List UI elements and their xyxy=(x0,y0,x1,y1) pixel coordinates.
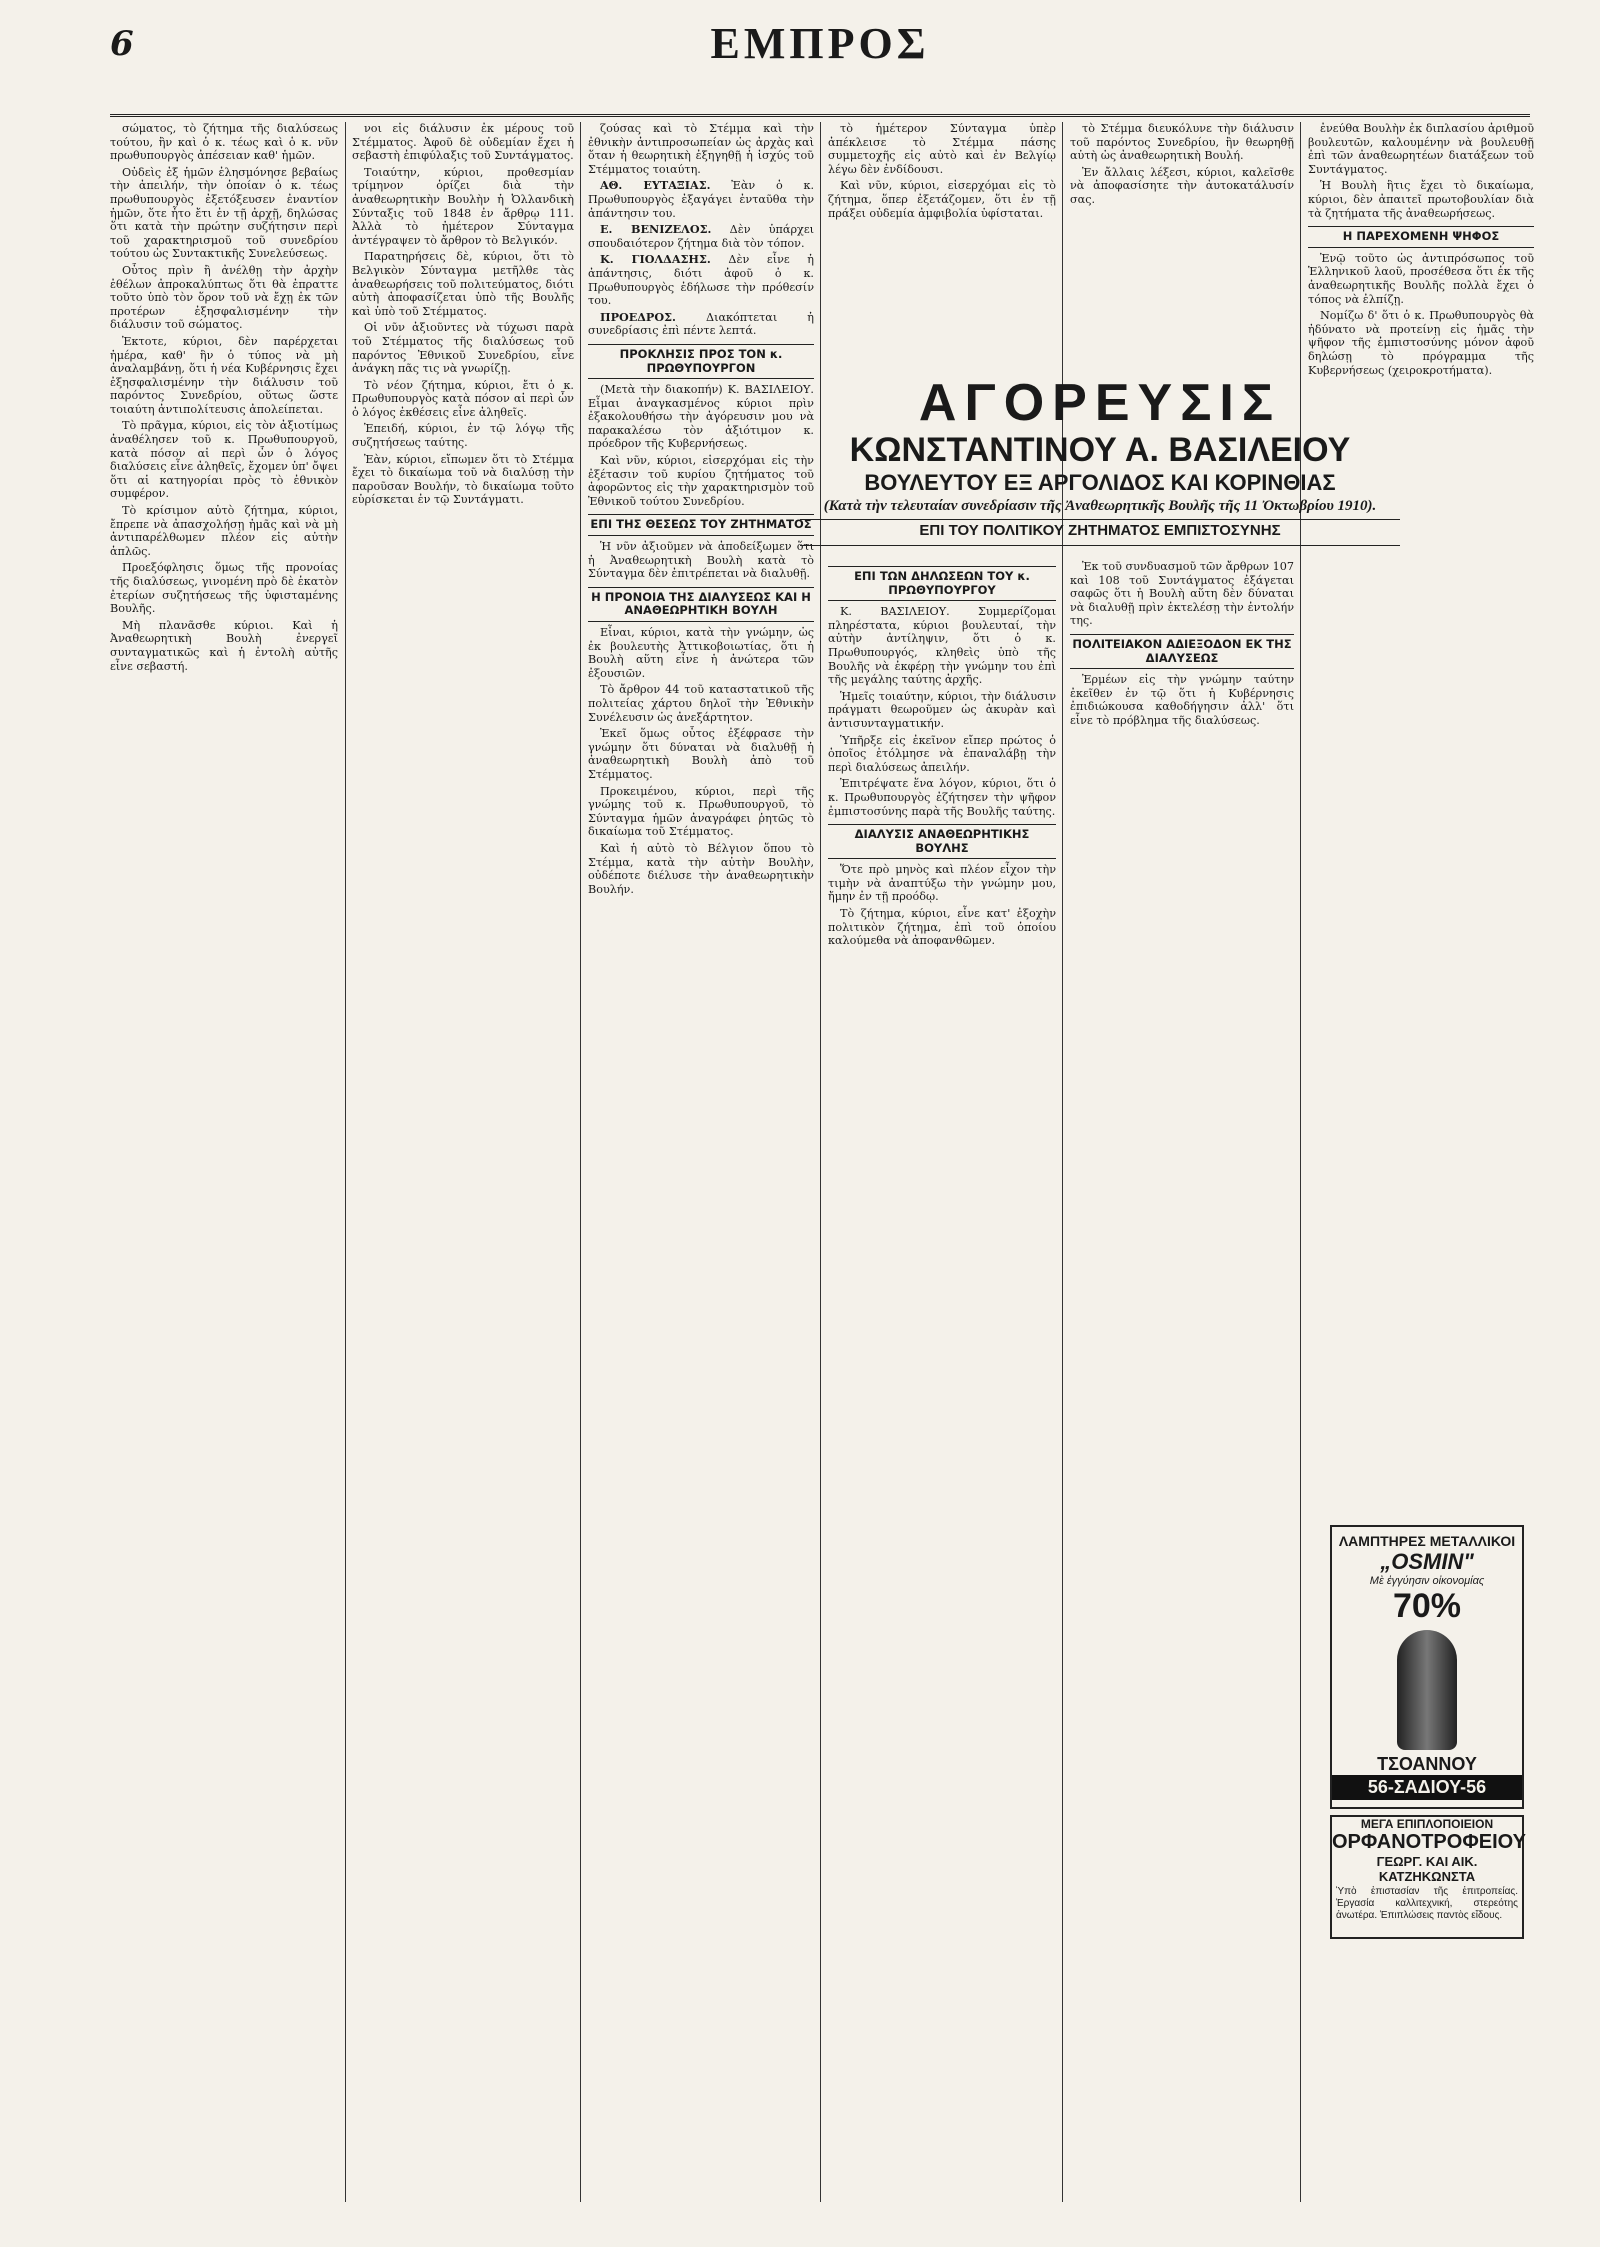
ad-text: Ὑπὸ ἐπιστασίαν τῆς ἐπιτροπείας. Ἐργασία καλλιτεχνική, στερεότης ἀνωτέρα. Ἐπιπλώσεις παντὸς εἴδους. xyxy=(1336,1886,1518,1921)
paragraph: Ἡμεῖς τοιαύτην, κύριοι, τὴν διάλυσιν πράγματι θεωροῦμεν ὡς ἀκυρὰν καὶ ἀντισυνταγματικήν. xyxy=(828,689,1056,730)
paragraph: Δὲν ὑπάρχει σπουδαιότερον ζήτημα διὰ τὸν τόπον. xyxy=(588,223,814,250)
paragraph: Καὶ νῦν, κύριοι, εἰσερχόμαι εἰς τὸ ζήτημα, ὅπερ ἐξετάζομεν, ὅτι ἐν τῇ πράξει οὐδεμία ἀμφιβολία ὑφίσταται. xyxy=(828,179,1056,220)
ad-brand: ΛΑΜΠΤΗΡΕΣ ΜΕΤΑΛΛΙΚΟΙ xyxy=(1338,1533,1516,1549)
paragraph: Ἐνῷ τοῦτο ὡς ἀντιπρόσωπος τοῦ Ἑλληνικοῦ λαοῦ, προσέθεσα ὅτι ἐκ τῆς ἀναθεωρητικῆς Βουλῆς πολλὰ ἔχει ὁ τόπος νὰ ἐλπίζῃ. xyxy=(1308,251,1534,306)
speaker-name: ΠΡΟΕΔΡΟΣ. xyxy=(600,309,676,324)
paragraph: Τοιαύτην, κύριοι, προθεσμίαν τρίμηνον ὁρίζει διὰ τὴν ἀναθεωρητικὴν Βουλὴν ἡ Ὀλλανδικὴ Σύνταξις τοῦ 1848 ἐν ἄρθρῳ 111. Ἀλλὰ τὸ ἡμέτερον Σύνταγμα ἀντέγραψεν τὸ ἄρθρον τὸ Βελγικόν. xyxy=(352,165,574,247)
paragraph: Οἱ νῦν ἀξιοῦντες νὰ τύχωσι παρὰ τοῦ Στέμματος τῆς διαλύσεως τοῦ παρόντος Ἐθνικοῦ Συνεδρίου, εἶνε ἀνάγκη πᾶς τις νὰ γνωρίζῃ. xyxy=(352,321,574,376)
paragraph: Τὸ ἄρθρον 44 τοῦ καταστατικοῦ τῆς πολιτείας χάρτου δηλοῖ τὴν Ἐθνικὴν Συνέλευσιν ὡς ἀνεξάρτητον. xyxy=(588,683,814,724)
paragraph: Τὸ ζήτημα, κύριοι, εἶνε κατ' ἐξοχὴν πολιτικὸν ζήτημα, ἐπὶ τοῦ ὁποίου καλούμεθα νὰ ἀποφανθῶμεν. xyxy=(828,907,1056,948)
paragraph: Εἶναι, κύριοι, κατὰ τὴν γνώμην, ὡς ἐκ βουλευτὴς Ἀττικοβοιωτίας, ὅτι ἡ Βουλὴ αὕτη εἶνε ἡ ἀνώτερα τῶν ἐξουσιῶν. xyxy=(588,626,814,680)
paragraph: Καὶ ἡ αὐτὸ τὸ Βέλγιον ὅπου τὸ Στέμμα, κατὰ τὴν αὐτὴν Βουλὴν, οὐδέποτε διέλυσε τὴν ἀναθεωρητικὴν Βουλήν. xyxy=(588,841,814,896)
paragraph: Νομίζω δ' ὅτι ὁ κ. Πρωθυπουργὸς θὰ ἠδύνατο νὰ προτείνῃ εἰς ἡμᾶς τὴν ψῆφον τῆς ἐμπιστοσύνης μόνον ἀφοῦ δηλώσῃ τὸ πρόγραμμα τῆς Κυβερνήσεως (χειροκροτήματα). xyxy=(1308,309,1534,377)
paragraph: Δὲν εἶνε ἡ ἀπάντησις, διότι ἀφοῦ ὁ κ. Πρωθυπουργὸς ἐδήλωσε τὴν πρόθεσίν του. xyxy=(588,253,814,308)
paragraph: Ἐπειδή, κύριοι, ἐν τῷ λόγῳ τῆς συζητήσεως ταύτης. xyxy=(352,422,574,450)
paragraph: νοι εἰς διάλυσιν ἐκ μέρους τοῦ Στέμματος. Ἀφοῦ δὲ οὐδεμίαν ἔχει ἡ σεβαστὴ ἐπιφύλαξις τοῦ Συντάγματος. xyxy=(352,122,574,163)
ad-price: 70% xyxy=(1392,1587,1462,1625)
paragraph: Διακόπτεται ἡ συνεδρίασις ἐπὶ πέντε λεπτά. xyxy=(588,310,814,338)
paragraph: Τὸ κρίσιμον αὐτὸ ζήτημα, κύριοι, ἔπρεπε νὰ ἀπασχολήσῃ ἡμᾶς καὶ νὰ μὴ ἀντιπαρέλθωμεν πλέον εἰς αὐτὴν ἁπλῶς. xyxy=(110,504,338,558)
paragraph: Ἡ Βουλὴ ἣτις ἔχει τὸ δικαίωμα, κύριοι, δὲν ἀπαιτεῖ πρωτοβουλίαν διὰ τὰ ζητήματα τῆς ἀναθεωρήσεως. xyxy=(1308,179,1534,220)
paragraph: Προκειμένου, κύριοι, περὶ τῆς γνώμης τοῦ κ. Πρωθυπουργοῦ, τὸ Σύνταγμα ἡμῶν ἀναγράφει ῥητῶς τὸ δικαίωμα τοῦ Στέμματος. xyxy=(588,784,814,839)
ad-product-name: „OSMIN" xyxy=(1380,1549,1474,1574)
banner-title: ΑΓΟΡΕΥΣΙΣ xyxy=(918,374,1282,432)
article-column-4-top xyxy=(828,122,1056,372)
paragraph: Ἐκεῖ ὅμως οὗτος ἐξέφρασε τὴν γνώμην ὅτι δύναται νὰ διαλυθῇ ἡ ἀναθεωρητικὴ Βουλὴ ἀπὸ τοῦ Στέμματος. xyxy=(588,727,814,781)
paragraph: Ἐὰν, κύριοι, εἴπωμεν ὅτι τὸ Στέμμα ἔχει τὸ δικαίωμα τοῦ νὰ διαλύσῃ τὴν παροῦσαν Βουλήν, τὸ δικαίωμα τοῦτο εὑρίσκεται ἐν τῷ Συντάγματι. xyxy=(352,452,574,507)
paragraph: τὸ Στέμμα διευκόλυνε τὴν διάλυσιν τοῦ παρόντος Συνεδρίου, ἢν θεωρηθῇ αὐτὴ ὡς ἀναθεωρητικὴ Βουλή. xyxy=(1070,122,1294,163)
article-column-1 xyxy=(110,122,338,2202)
paragraph: Καὶ νῦν, κύριοι, εἰσερχόμαι εἰς τὴν ἐξέτασιν τοῦ κυρίου ζητήματος τοῦ ἀφορῶντος εἰς τὴν χαρακτηρισμὸν τοῦ Ἐθνικοῦ τούτου Συνεδρίου. xyxy=(588,454,814,508)
furniture-advertisement xyxy=(1330,1815,1524,1939)
ad-line: ΜΕΓΑ ΕΠΙΠΛΟΠΟΙΕΙΟΝ xyxy=(1360,1817,1494,1831)
banner-role: ΒΟΥΛΕΥΤΟΥ ΕΞ ΑΡΓΟΛΙΔΟΣ ΚΑΙ ΚΟΡΙΝΘΙΑΣ xyxy=(864,470,1336,495)
paragraph: Ὅτε πρὸ μηνὸς καὶ πλέον εἶχον τὴν τιμὴν νὰ ἀναπτύξω τὴν γνώμην μου, ἤμην ἐν τῇ προόδῳ. xyxy=(828,863,1056,904)
paragraph: Ἐὰν ὁ κ. Πρωθυπουργὸς ἐξαγάγει ἐνταῦθα τὴν ἀπάντησιν του. xyxy=(588,179,814,220)
article-column-2 xyxy=(352,122,574,2202)
paragraph: Κ. ΒΑΣΙΛΕΙΟΥ. Συμμερίζομαι πληρέστατα, κύριοι βουλευταί, τὴν αὐτὴν ἀντίληψιν, ὅτι ὁ κ. Πρωθυπουργός, κληθεὶς ὑπὸ τῆς Βουλῆς νὰ ἐκφέρῃ τὴν γνώμην του ἐπὶ τῆς μεγάλης ταύτης ἀρχῆς. xyxy=(828,605,1056,687)
banner-name: ΚΩΝΣΤΑΝΤΙΝΟΥ Α. ΒΑΣΙΛΕΙΟΥ xyxy=(849,431,1351,469)
newspaper-title: ΕΜΠΡΟΣ xyxy=(710,19,930,68)
article-column-6 xyxy=(1308,122,1534,1512)
lamp-icon xyxy=(1397,1630,1457,1750)
column-rule xyxy=(345,122,346,2202)
paragraph: Προεξόφλησις ὅμως τῆς προνοίας τῆς διαλύσεως, γινομένη πρὸ δὲ ἑκατὸν ἐτερίων συζητήσεως τῆς ὑφισταμένης Βουλῆς. xyxy=(110,561,338,616)
section-heading: ΠΡΟΚΛΗΣΙΣ ΠΡΟΣ ΤΟΝ κ. ΠΡΩΘΥΠΟΥΡΓΟΝ xyxy=(588,344,814,379)
section-heading: ΕΠΙ ΤΗΣ ΘΕΣΕΩΣ ΤΟΥ ΖΗΤΗΜΑΤΟΣ xyxy=(588,514,814,536)
paragraph: Ἐκ τοῦ συνδυασμοῦ τῶν ἄρθρων 107 καὶ 108 τοῦ Συντάγματος ἐξάγεται σαφῶς ὅτι ἡ Βουλὴ αὕτη δὲν δύναται νὰ διαλυθῇ πρὶν ἐκτελέσῃ τὴν ἐντολήν της. xyxy=(1070,560,1294,628)
speaker-name: Ε. ΒΕΝΙΖΕΛΟΣ. xyxy=(600,222,712,237)
paragraph: Ἡ νῦν ἀξιοῦμεν νὰ ἀποδείξωμεν ὅτι ἡ Ἀναθεωρητικὴ Βουλὴ κατὰ τὸ Σύνταγμα δὲν ἐπιτρέπεται νὰ διαλυθῇ. xyxy=(588,540,814,581)
article-column-3 xyxy=(588,122,814,2202)
section-heading: ΕΠΙ ΤΩΝ ΔΗΛΩΣΕΩΝ ΤΟΥ κ. ΠΡΩΘΥΠΟΥΡΓΟΥ xyxy=(828,566,1056,601)
masthead xyxy=(110,18,1530,117)
ad-address: 56-ΣΑΔΙΟΥ-56 xyxy=(1332,1775,1522,1800)
column-rule xyxy=(580,122,581,2202)
banner-session: (Κατὰ τὴν τελευταίαν συνεδρίασιν τῆς Ἀναθεωρητικῆς Βουλῆς τῆς 11 Ὀκτωβρίου 1910). xyxy=(823,498,1377,514)
paragraph: Ἐπιτρέψατε ἕνα λόγον, κύριοι, ὅτι ὁ κ. Πρωθυπουργὸς ἐζήτησεν τὴν ψῆφον ἐμπιστοσύνης παρὰ τῆς Βουλῆς ταύτης. xyxy=(828,777,1056,818)
paragraph: Μὴ πλανᾶσθε κύριοι. Καὶ ἡ Ἀναθεωρητικὴ Βουλὴ ἐνεργεῖ συνταγματικῶς καὶ ἡ ἐντολὴ αὐτῆς εἶνε σεβαστή. xyxy=(110,618,338,673)
lamp-advertisement xyxy=(1330,1525,1524,1809)
ad-note: Μὲ ἐγγύησιν οἰκονομίας xyxy=(1369,1575,1485,1587)
section-heading: ΔΙΑΛΥΣΙΣ ΑΝΑΘΕΩΡΗΤΙΚΗΣ ΒΟΥΛΗΣ xyxy=(828,824,1056,859)
paragraph: Ἐρμέων εἰς τὴν γνώμην ταύτην ἐκεῖθεν ἐν τῷ ὅτι ἡ Κυβέρνησις ἐπιδιώκουσα καθοδήγησιν ἀλλ' ὅτι εἶνε τὸ πρόβλημα τῆς διαλύσεως. xyxy=(1070,673,1294,727)
section-heading: ΠΟΛΙΤΕΙΑΚΟΝ ΑΔΙΕΞΟΔΟΝ ΕΚ ΤΗΣ ΔΙΑΛΥΣΕΩΣ xyxy=(1070,634,1294,669)
paragraph: σώματος, τὸ ζήτημα τῆς διαλύσεως τούτου, ἢν καὶ ὁ κ. τέως καὶ ὁ κ. νῦν πρωθυπουργὸς ἀπέσειαν καθ' ἡμῶν. xyxy=(110,122,338,163)
paragraph: Ἐν ἄλλαις λέξεσι, κύριοι, καλεῖσθε νὰ ἀποφασίσητε τὴν ἀυτοκατάλυσίν σας. xyxy=(1070,165,1294,206)
speaker-name: ΑΘ. ΕΥΤΑΞΙΑΣ. xyxy=(600,178,711,193)
article-column-4-lower xyxy=(828,560,1056,2200)
article-column-5-top xyxy=(1070,122,1294,372)
paragraph: Οὐδεὶς ἐξ ἡμῶν ἐλησμόνησε βεβαίως τὴν ἀπειλήν, τὴν ὁποίαν ὁ κ. τέως πρωθυπουργὸς ἐξετόξευσεν ἐναντίον ἡμῶν, ὅτε ἦτο ἔτι ἐν τῇ ἀρχῇ, δηλώσας ὅτι κατὰ τὴν πρώτην συζήτησιν περὶ τοῦ χαρακτηρισμοῦ τοῦ συνεδρίου τούτου ὡς Συντακτικῆς Συνελεύσεως. xyxy=(110,165,338,261)
section-heading: Η ΠΑΡΕΧΟΜΕΝΗ ΨΗΦΟΣ xyxy=(1308,226,1534,248)
banner-subject: ΕΠΙ ΤΟΥ ΠΟΛΙΤΙΚΟΥ ΖΗΤΗΜΑΤΟΣ ΕΜΠΙΣΤΟΣΥΝΗΣ xyxy=(800,519,1400,542)
page-number: 6 xyxy=(110,24,134,64)
paragraph: Παρατηρήσεις δὲ, κύριοι, ὅτι τὸ Βελγικὸν Σύνταγμα μετῆλθε τὰς ἀναθεωρήσεις τοῦ πολιτεύματος, διότι αὐτὴ ἀποφασίζεται ὑπὸ τῆς Βουλῆς καὶ ὑπὸ τοῦ Στέμματος. xyxy=(352,250,574,318)
speaker-name: Κ. ΓΙΟΛΔΑΣΗΣ. xyxy=(600,252,711,267)
paragraph: ἐνεύθα Βουλὴν ἐκ διπλασίου ἀριθμοῦ βουλευτῶν, καλουμένην νὰ βουλευθῇ ἐπὶ τῶν ἀναθεωρητέων διατάξεων τοῦ Συντάγματος. xyxy=(1308,122,1534,176)
paragraph: τὸ ἡμέτερον Σύνταγμα ὑπὲρ ἀπέκλεισε τὸ Στέμμα πάσης συμμετοχῆς εἰς αὐτὸ καὶ ἐν Βελγίῳ λέγω δὲν ἐνδίδουσι. xyxy=(828,122,1056,176)
ad-shop: ΤΣΟΑΝΝΟΥ xyxy=(1377,1754,1477,1774)
paragraph: Τὸ νέον ζήτημα, κύριοι, ἔτι ὁ κ. Πρωθυπουργὸς κατὰ πόσον αἱ περὶ ὧν ὁ λόγος ἐκθέσεις εἶνε ἀληθεῖς. xyxy=(352,378,574,419)
paragraph: Ἐκτοτε, κύριοι, δὲν παρέρχεται ἡμέρα, καθ' ἣν ὁ τύπος νὰ μὴ ἀναλαμβάνῃ, ὅτι ἡ νέα Κυβέρνησις ἔχει ἐξησφαλισμένην τὴν διάλυσιν τοῦ παρόντος Συνεδρίου, οὕτως ὥστε τοιαύτη ἀντιπολίτευσις ἀπολείπεται. xyxy=(110,334,338,416)
ad-line: ΓΕΩΡΓ. ΚΑΙ ΑΙΚ. ΚΑΤΖΗΚΩΝΣΤΑ xyxy=(1376,1854,1478,1884)
article-column-5-lower xyxy=(1070,560,1294,2200)
paragraph: Ὑπῆρξε εἰς ἐκεῖνον εἴπερ πρώτος ὁ ὁποῖος ἐτόλμησε νὰ ἐπαναλάβῃ τὴν περὶ διαλύσεως ἀπειλήν. xyxy=(828,733,1056,774)
paragraph: Τὸ πρᾶγμα, κύριοι, εἰς τὸν ἀξιοτίμως ἀναθέλησεν τοῦ κ. Πρωθυπουργοῦ, κατὰ πόσον αἱ περὶ ὧν ὁ λόγος διαλύσεις εἶνε ἀληθεῖς, ἔχομεν ὑπ' ὄψει ὅτι αἱ κατηγορίαι πρὸς τὸ ἐθνικὸν συμφέρον. xyxy=(110,419,338,501)
ad-line: ΟΡΦΑΝΟΤΡΟΦΕΙΟΥ xyxy=(1332,1831,1526,1853)
paragraph: Οὗτος πρὶν ἢ ἀνέλθῃ τὴν ἀρχὴν ἐθέλων ἀπροκαλύπτως ὅτι θὰ ἐπραττε τοῦτο ὑπὸ τὸν ὅρον τοῦ νὰ ἔχῃ ἐκ τῶν προτέρων ἐξησφαλισμένην τὴν διάλυσιν τοῦ σώματος. xyxy=(110,263,338,332)
section-heading: Η ΠΡΟΝΟΙΑ ΤΗΣ ΔΙΑΛΥΣΕΩΣ ΚΑΙ Η ΑΝΑΘΕΩΡΗΤΙΚΗ ΒΟΥΛΗ xyxy=(588,587,814,622)
paragraph: (Μετὰ τὴν διακοπήν) Κ. ΒΑΣΙΛΕΙΟΥ. Εἶμαι ἀναγκασμένος κύριοι πρὶν ἐξακολουθήσω τὴν ἀγόρευσιν μου νὰ παρακαλέσω τὸν ἀξιότιμον κ. πρόεδρον τῆς Κυβερνήσεως. xyxy=(588,383,814,451)
paragraph: ζούσας καὶ τὸ Στέμμα καὶ τὴν ἐθνικὴν ἀντιπροσωπείαν ὡς ἀρχὰς καὶ ὅταν ἡ θεωρητικὴ ἐξηγηθῇ ἡ ἰσχύς τοῦ Στέμματος τοιαύτη. xyxy=(588,122,814,176)
